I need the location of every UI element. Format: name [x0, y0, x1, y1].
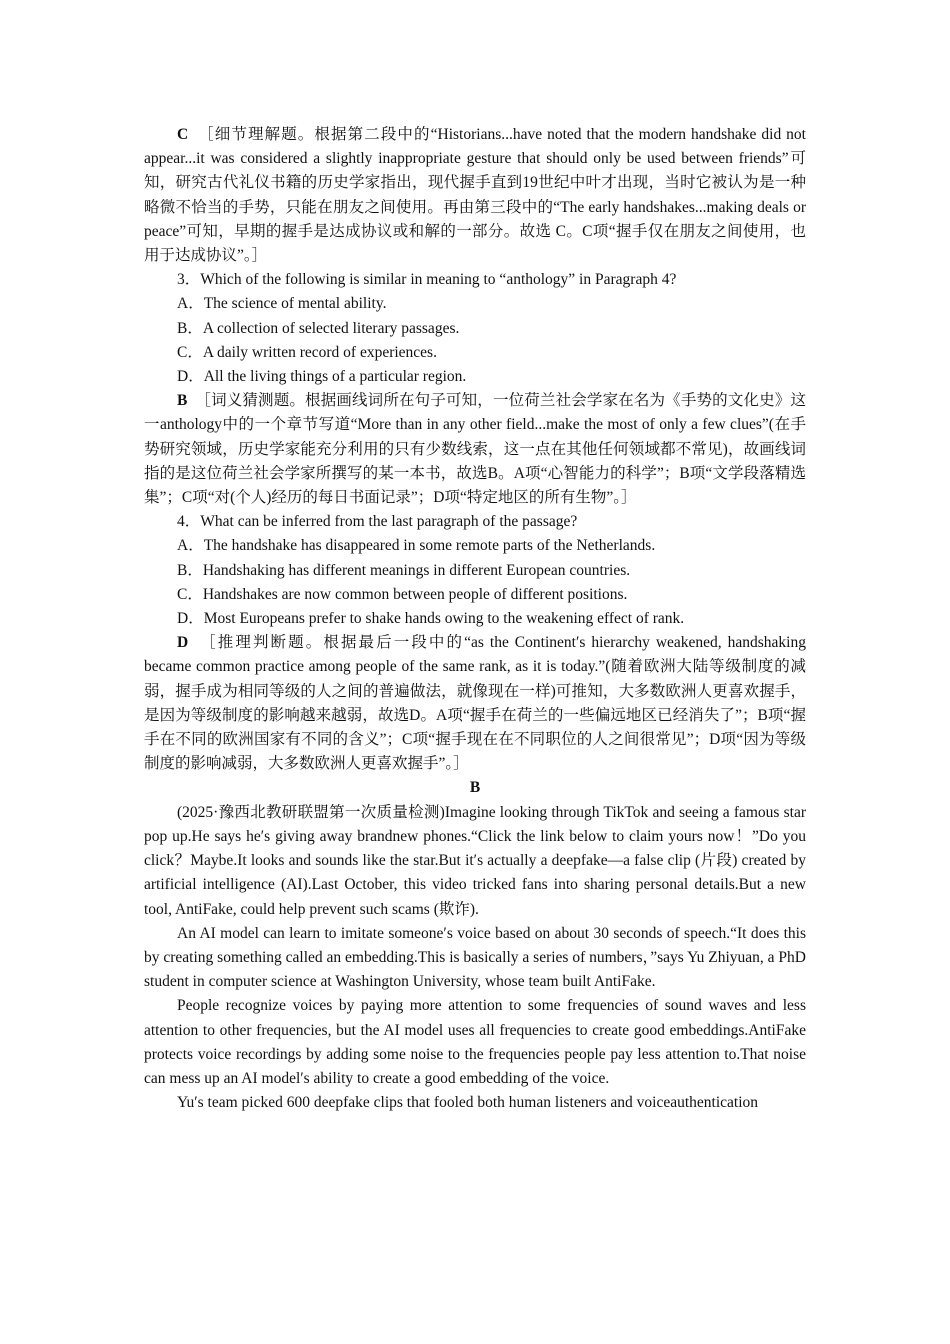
document-body [144, 123, 806, 1115]
question-3-option-a: A．The science of mental ability. [177, 295, 387, 313]
answer-letter: B [177, 392, 188, 410]
section-heading: B [469, 779, 481, 797]
question-4-option-b: B．Handshaking has different meanings in different European countries. [177, 561, 631, 579]
passage-paragraph-3: People recognize voices by paying more attention to some frequencies of sound waves and less attention to other frequencies, but the AI model uses all frequencies to create good embeddings.AntiFake protects voice recordings by adding some noise to the frequencies people pay less attention to.That noise can mess up an AI model′s ability to create a good embedding of the voice. [144, 997, 806, 1087]
answer-explanation-3 [144, 389, 806, 510]
question-3-option-c: C．A daily written record of experiences. [177, 343, 437, 361]
answer-explanation-2 [144, 123, 806, 268]
answer-letter: C [177, 126, 189, 143]
question-4-option-c: C．Handshakes are now common between people of different positions. [177, 585, 628, 603]
answer-explanation-4 [144, 631, 806, 776]
passage-paragraph-2: An AI model can learn to imitate someone′s voice based on about 30 seconds of speech.“It does this by creating something called an embedding.This is basically a series of numbers，”says Yu Zhiyuan, a PhD student in computer science at Washington University, whose team built AntiFake. [144, 924, 806, 991]
answer-letter: D [177, 634, 189, 652]
question-4-stem: 4．What can be inferred from the last paragraph of the passage? [177, 513, 578, 531]
question-3-option-d: D．All the living things of a particular region. [177, 368, 467, 386]
passage-paragraph-1: (2025·豫西北教研联盟第一次质量检测)Imagine looking through TikTok and seeing a famous star pop up.He says he′s giving away brandnew phones.“Click the link below to claim yours now！”Do you click？Maybe.It looks and sounds like the star.But it′s actually a deepfake—a false clip (片段) created by artificial intelligence (AI).Last October, this video tricked fans into sharing personal details.But a new tool, AntiFake, could help prevent such scams (欺诈). [144, 803, 806, 918]
question-4-option-d: D．Most Europeans prefer to shake hands owing to the weakening effect of rank. [177, 610, 685, 628]
explanation-text: ［词义猜测题。根据画线词所在句子可知，一位荷兰社会学家在名为《手势的文化史》这一anthology中的一个章节写道“More than in any other field...make the most of only a few clues”(在手势研究领域，历史学家能充分利用的只有少数线索，这一点在其他任何领域都不常见)，故画线词指的是这位荷兰社会学家所撰写的某一本书，故选B。A项“心智能力的科学”；B项“文学段落精选集”；C项“对(个人)经历的每日书面记录”；D项“特定地区的所有生物”。］ [144, 392, 806, 507]
question-3-option-b: B．A collection of selected literary passages. [177, 319, 460, 337]
question-4-option-a: A．The handshake has disappeared in some remote parts of the Netherlands. [177, 537, 656, 555]
explanation-text: ［细节理解题。根据第二段中的“Historians...have noted that the modern handshake did not appear...it was considered a slightly inappropriate gesture that should only be used between friends”可知，研究古代礼仪书籍的历史学家指出，现代握手直到19世纪中叶才出现，当时它被认为是一种略微不恰当的手势，只能在朋友之间使用。再由第三段中的“The early handshakes...making deals or peace”可知，早期的握手是达成协议或和解的一部分。故选 C。C项“握手仅在朋友之间使用，也用于达成协议”。］ [144, 126, 806, 265]
explanation-text: ［推理判断题。根据最后一段中的“as the Continent′s hierarchy weakened, handshaking became common practice among people of the same rank, as it is today.”(随着欧洲大陆等级制度的减弱，握手成为相同等级的人之间的普遍做法，就像现在一样)可推知，大多数欧洲人更喜欢握手，是因为等级制度的影响越来越弱，故选D。A项“握手在荷兰的一些偏远地区已经消失了”；B项“握手在不同的欧洲国家有不同的含义”；C项“握手现在在不同职位的人之间很常见”；D项“因为等级制度的影响减弱，大多数欧洲人更喜欢握手”。］ [144, 634, 806, 773]
question-3-stem: 3．Which of the following is similar in meaning to “anthology” in Paragraph 4? [177, 271, 677, 289]
passage-paragraph-4: Yu′s team picked 600 deepfake clips that fooled both human listeners and voiceauthentication [177, 1094, 759, 1112]
